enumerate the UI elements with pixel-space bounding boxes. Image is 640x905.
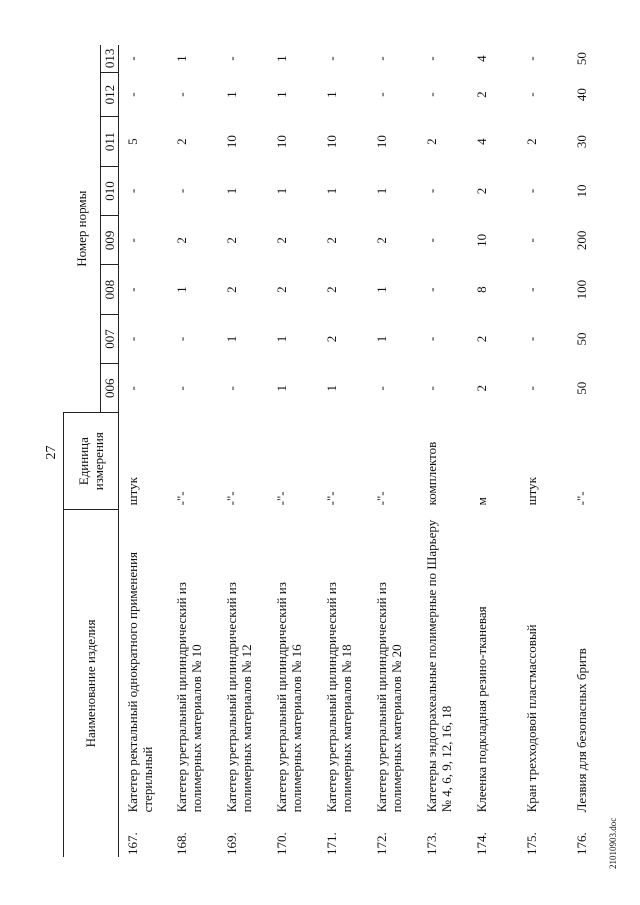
norm-value: 2 [324, 237, 339, 244]
norm-value: - [124, 92, 140, 97]
table-row [218, 45, 268, 857]
row-index: 170. [274, 832, 289, 855]
table-row [518, 45, 568, 857]
row-name: Катетер уретральный цилиндрический из полимерных материалов № 12 [224, 582, 254, 813]
row-index: 167. [124, 832, 140, 855]
row-name: Клеенка подкладная резино-тканевая [474, 606, 489, 813]
norm-value: 1 [274, 187, 289, 195]
norm-value: - [524, 336, 539, 342]
norm-number-header: 007 [100, 314, 118, 363]
norm-value: 1 [324, 91, 339, 98]
norm-value: 1 [374, 187, 389, 195]
row-unit: м [474, 497, 489, 506]
row-name: Катетер уретральный цилиндрический из полимерных материалов № 10 [174, 582, 204, 813]
norm-value: 10 [374, 135, 389, 149]
norm-number-header: 008 [100, 265, 118, 314]
norm-value: 2 [374, 237, 389, 244]
table-row [418, 45, 468, 857]
norm-value: - [174, 92, 189, 97]
norm-value: - [524, 56, 539, 61]
row-index: 169. [224, 832, 239, 855]
table-body [118, 45, 618, 857]
table-row [368, 45, 418, 857]
norm-value: 1 [374, 335, 389, 343]
norm-value: - [124, 56, 140, 61]
row-name: Катетер уретральный цилиндрический из полимерных материалов № 18 [324, 582, 354, 813]
row-index: 176. [574, 832, 589, 855]
header-unit: Единица измерения [64, 413, 119, 509]
table-row [318, 45, 368, 857]
header-norm-group: Номер нормы [64, 45, 101, 413]
footer-filename: 21010903.doc [608, 817, 618, 869]
norm-value: - [374, 386, 389, 391]
row-name: Катетер уретральный цилиндрический из полимерных материалов № 20 [374, 582, 404, 813]
norm-value: - [124, 188, 140, 194]
norm-value: - [424, 92, 439, 97]
norm-value: - [124, 238, 140, 243]
norm-value: 2 [224, 286, 239, 293]
norm-value: 1 [224, 187, 239, 195]
norm-value: - [524, 188, 539, 194]
norm-number-header: 013 [100, 45, 118, 72]
norm-value: 4 [474, 55, 489, 62]
norm-value: 1 [374, 286, 389, 293]
norm-value: 2 [274, 237, 289, 244]
row-unit: -"- [574, 491, 589, 506]
norm-value: 50 [574, 332, 589, 346]
norm-value: - [424, 287, 439, 292]
row-index: 172. [374, 832, 389, 855]
norm-value: - [424, 336, 439, 342]
row-unit: -"- [324, 491, 339, 506]
norm-value: 30 [574, 135, 589, 149]
norm-value: 2 [474, 91, 489, 98]
norm-value: - [524, 386, 539, 391]
norm-value: 2 [474, 385, 489, 392]
norm-value: 2 [324, 286, 339, 293]
norm-value: - [174, 386, 189, 391]
norm-value: 1 [324, 187, 339, 195]
norm-value: 2 [474, 187, 489, 195]
norm-value: 40 [574, 88, 589, 102]
row-unit: -"- [274, 491, 289, 506]
norm-value: 1 [174, 55, 189, 62]
norm-value: - [174, 336, 189, 342]
row-name: Катетеры эндотрахеальные полимерные по Шарьеру № 4, 6, 9, 12, 16, 18 [424, 519, 454, 813]
norm-value: 1 [274, 55, 289, 62]
row-unit: штук [524, 477, 539, 506]
norm-value: - [424, 238, 439, 243]
norm-value: 10 [274, 135, 289, 149]
norm-value: 2 [524, 138, 539, 145]
row-unit: -"- [224, 491, 239, 506]
norm-number-header: 012 [100, 72, 118, 117]
norm-value: - [524, 238, 539, 243]
table-row [168, 45, 218, 857]
norms-table [63, 45, 618, 857]
table-row [468, 45, 518, 857]
row-index: 173. [424, 832, 439, 855]
norm-value: - [424, 188, 439, 194]
table-row [118, 45, 168, 857]
row-index: 168. [174, 832, 189, 855]
norm-value: 1 [174, 286, 189, 293]
norm-value: 1 [274, 335, 289, 343]
norm-value: - [174, 188, 189, 194]
norm-value: 2 [424, 138, 439, 145]
norm-value: 2 [474, 335, 489, 343]
norm-value: 1 [224, 91, 239, 98]
norm-number-header: 010 [100, 166, 118, 215]
norm-value: 10 [474, 233, 489, 247]
norm-number-header: 011 [100, 117, 118, 166]
norm-value: 2 [174, 237, 189, 244]
norm-value: 5 [124, 138, 140, 145]
norm-value: - [374, 56, 389, 61]
norm-value: 8 [474, 286, 489, 293]
norm-value: - [524, 92, 539, 97]
norm-value: - [124, 386, 140, 391]
row-name: Катетер уретральный цилиндрический из полимерных материалов № 16 [274, 582, 304, 813]
table-row [268, 45, 318, 857]
norm-value: - [124, 287, 140, 292]
norm-value: 2 [324, 335, 339, 343]
page-number: 27 [44, 445, 59, 460]
norm-value: 50 [574, 381, 589, 395]
norm-value: - [374, 92, 389, 97]
norm-value: 1 [324, 385, 339, 392]
norm-value: - [424, 386, 439, 391]
norm-value: 50 [574, 52, 589, 66]
norm-value: 1 [274, 91, 289, 98]
norm-value: 10 [574, 184, 589, 198]
table-row [568, 45, 618, 857]
row-name: Катетер ректальный однократного применения стерильный [124, 551, 155, 813]
norm-number-header: 006 [100, 364, 118, 413]
norm-number-header: 009 [100, 216, 118, 265]
norm-value: 4 [474, 138, 489, 145]
norm-value: 10 [224, 135, 239, 149]
header-name: Наименование изделия [64, 509, 119, 857]
norm-value: 1 [274, 385, 289, 392]
norm-value: - [424, 56, 439, 61]
row-unit: -"- [174, 491, 189, 506]
row-unit: штук [124, 477, 140, 506]
norm-value: - [524, 287, 539, 292]
row-index: 171. [324, 832, 339, 855]
row-name: Лезвия для безопасных бритв [574, 648, 589, 813]
row-index: 175. [524, 832, 539, 855]
row-unit: комплектов [424, 441, 439, 506]
norm-value: 1 [224, 335, 239, 343]
norm-value: - [324, 56, 339, 61]
norm-value: - [224, 386, 239, 391]
norm-value: 10 [324, 135, 339, 149]
row-name: Кран трехходовой пластмассовый [524, 624, 539, 813]
norm-value: 100 [574, 279, 589, 300]
norm-value: 2 [174, 138, 189, 145]
norm-value: 2 [274, 286, 289, 293]
norm-value: - [124, 336, 140, 342]
row-index: 174. [474, 832, 489, 855]
norm-value: 200 [574, 230, 589, 251]
row-unit: -"- [374, 491, 389, 506]
norm-value: - [224, 56, 239, 61]
norm-value: 2 [224, 237, 239, 244]
